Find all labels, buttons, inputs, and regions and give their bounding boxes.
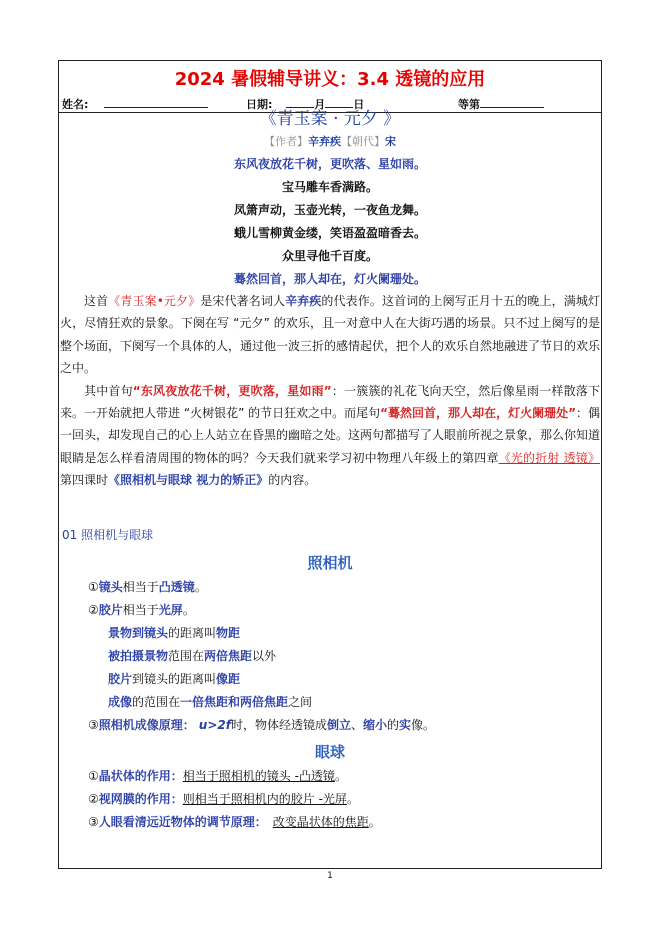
term: 两倍焦距 (204, 649, 253, 663)
camera-subitem-1 (108, 625, 240, 641)
camera-subitem-4 (108, 694, 312, 710)
intro-text: 其中首句 (84, 383, 133, 398)
date-label: 日期: (246, 98, 273, 111)
item-number: ② (88, 603, 99, 617)
answer: 改变晶状体的焦距 (272, 815, 369, 829)
intro-paragraph-2 (60, 380, 600, 492)
camera-item-1 (88, 579, 207, 595)
text: 时，物体经透镜成 (230, 718, 327, 732)
poem-line: 凤箫声动，玉壶光转，一夜鱼龙舞。 (233, 203, 426, 217)
text: 。 (346, 792, 359, 806)
text: 到镜头的距离叫 (132, 672, 217, 686)
item-number: ③ (88, 718, 99, 732)
poem-line: 东风夜放花千树，更吹落、星如雨。 (233, 157, 426, 171)
answer: 相当于照相机的镜头 -凸透镜 (182, 769, 335, 783)
camera-subitem-3 (108, 671, 240, 687)
term: 镜头 (98, 580, 123, 594)
poem-line: 宝马雕车香满路。 (281, 180, 378, 194)
term: 胶片 (98, 603, 123, 617)
lesson-highlight: 《照相机与眼球 视力的矫正》 (108, 473, 269, 488)
poem-author: 辛弃疾 (308, 135, 341, 148)
intro-text: 第四课时 (60, 473, 109, 488)
answer: 则相当于照相机内的胶片 -光屏 (182, 792, 347, 806)
section-heading: 01 照相机与眼球 (62, 528, 154, 542)
intro-text: 的代表作。这首词的上阕写正月十五的晚上，满城灯火，尽情狂欢的景象。下阕在写 “元夕” 的欢乐，且一对意中人在大街巧遇的场景。只不过上阕写的是整个场面，下阕写一个具体的人，通过他一波三折的感情起伏，把个人的欢乐自然地融进了节日的欢乐之中。 (60, 294, 601, 376)
item-number: ① (88, 580, 99, 594)
term: 一倍焦距和两倍焦距 (180, 695, 289, 709)
poem-name-highlight: 《青玉案•元夕》 (108, 294, 201, 308)
day-label: 日 (353, 98, 365, 111)
author-highlight: 辛弃疾 (285, 294, 322, 308)
poem-line: 蓦然回首，那人却在，灯火阑珊处。 (233, 272, 426, 286)
poem-meta (58, 135, 602, 149)
intro-text: 这首 (84, 294, 109, 308)
term: 倒立 (326, 718, 351, 732)
camera-heading: 照相机 (307, 554, 353, 572)
page-number: 1 (327, 871, 333, 881)
camera-subitem-2 (108, 648, 276, 664)
term: 人眼看清远近物体的调节原理： (98, 815, 267, 829)
term: 物距 (216, 626, 241, 640)
term: 晶状体的作用： (98, 769, 183, 783)
day-blank (325, 96, 353, 108)
camera-item-3 (88, 717, 435, 733)
intro-text: 的内容。 (268, 473, 317, 488)
month-label: 月 (314, 98, 326, 111)
camera-item-2 (88, 602, 195, 618)
author-label: 【作者】 (264, 135, 308, 148)
term: 胶片 (108, 672, 133, 686)
intro-text: ：偶一回头，却发现自己的心上人站立在昏黑的幽暗之处。这两句都描写了人眼前所视之景象，那么你知道眼睛是怎么样看清周围的物体的吗？今天我们就来学习初中物理八年级上的第四章 (60, 406, 601, 465)
eye-item-1 (88, 768, 347, 784)
text: 。 (194, 580, 207, 594)
text: 的距离叫 (168, 626, 217, 640)
text: 。 (182, 603, 195, 617)
eye-heading: 眼球 (314, 743, 345, 761)
item-number: ③ (88, 815, 99, 829)
text: 、 (350, 718, 363, 732)
grade-blank (480, 96, 544, 108)
text: 像。 (411, 718, 436, 732)
term: 实 (399, 718, 412, 732)
eye-item-3 (88, 814, 381, 830)
term: 凸透镜 (158, 580, 195, 594)
poem-line: 蛾儿雪柳黄金缕，笑语盈盈暗香去。 (233, 226, 426, 240)
text: 相当于 (122, 580, 159, 594)
dynasty-label: 【朝代】 (341, 135, 385, 148)
text: 。 (368, 815, 381, 829)
poem-dynasty: 宋 (385, 135, 396, 148)
formula: u>2f (198, 718, 231, 732)
eye-item-2 (88, 791, 359, 807)
term: 景物到镜头 (108, 626, 169, 640)
intro-text: 是宋代著名词人 (200, 294, 286, 308)
term: 被拍摄景物 (108, 649, 169, 663)
term: 光屏 (158, 603, 183, 617)
text: 之间 (288, 695, 313, 709)
poem-title: 《青玉案 · 元夕 》 (259, 109, 401, 129)
text: 范围在 (168, 649, 205, 663)
text: 相当于 (122, 603, 159, 617)
term: 成像 (108, 695, 133, 709)
quote-highlight-1: “东风夜放花千树，更吹落，星如雨” (132, 383, 332, 398)
term: 视网膜的作用： (98, 792, 183, 806)
name-blank (104, 96, 208, 108)
item-number: ② (88, 792, 99, 806)
text: 的范围在 (132, 695, 181, 709)
quote-highlight-2: “蓦然回首，那人却在，灯火阑珊处” (380, 406, 576, 420)
item-number: ① (88, 769, 99, 783)
name-label: 姓名: (62, 98, 89, 111)
term: 照相机成像原理： (98, 718, 195, 732)
intro-paragraph-1 (60, 290, 600, 380)
page-title: 2024 暑假辅导讲义：3.4 透镜的应用 (174, 69, 486, 90)
grade-label: 等第 (458, 98, 480, 111)
term: 像距 (216, 672, 241, 686)
text: 。 (334, 769, 347, 783)
month-blank (286, 96, 314, 108)
text: 的 (387, 718, 400, 732)
text: 以外 (252, 649, 277, 663)
chapter-link: 《光的折射 透镜》 (498, 450, 600, 465)
intro-text: ：一簇簇的礼花飞向天空，然后像星雨一样散落下来。一开始就把人带进 “火树银花” 的节日狂欢之中。而尾句 (60, 383, 600, 420)
poem-line: 众里寻他千百度。 (281, 249, 378, 263)
term: 缩小 (363, 718, 388, 732)
